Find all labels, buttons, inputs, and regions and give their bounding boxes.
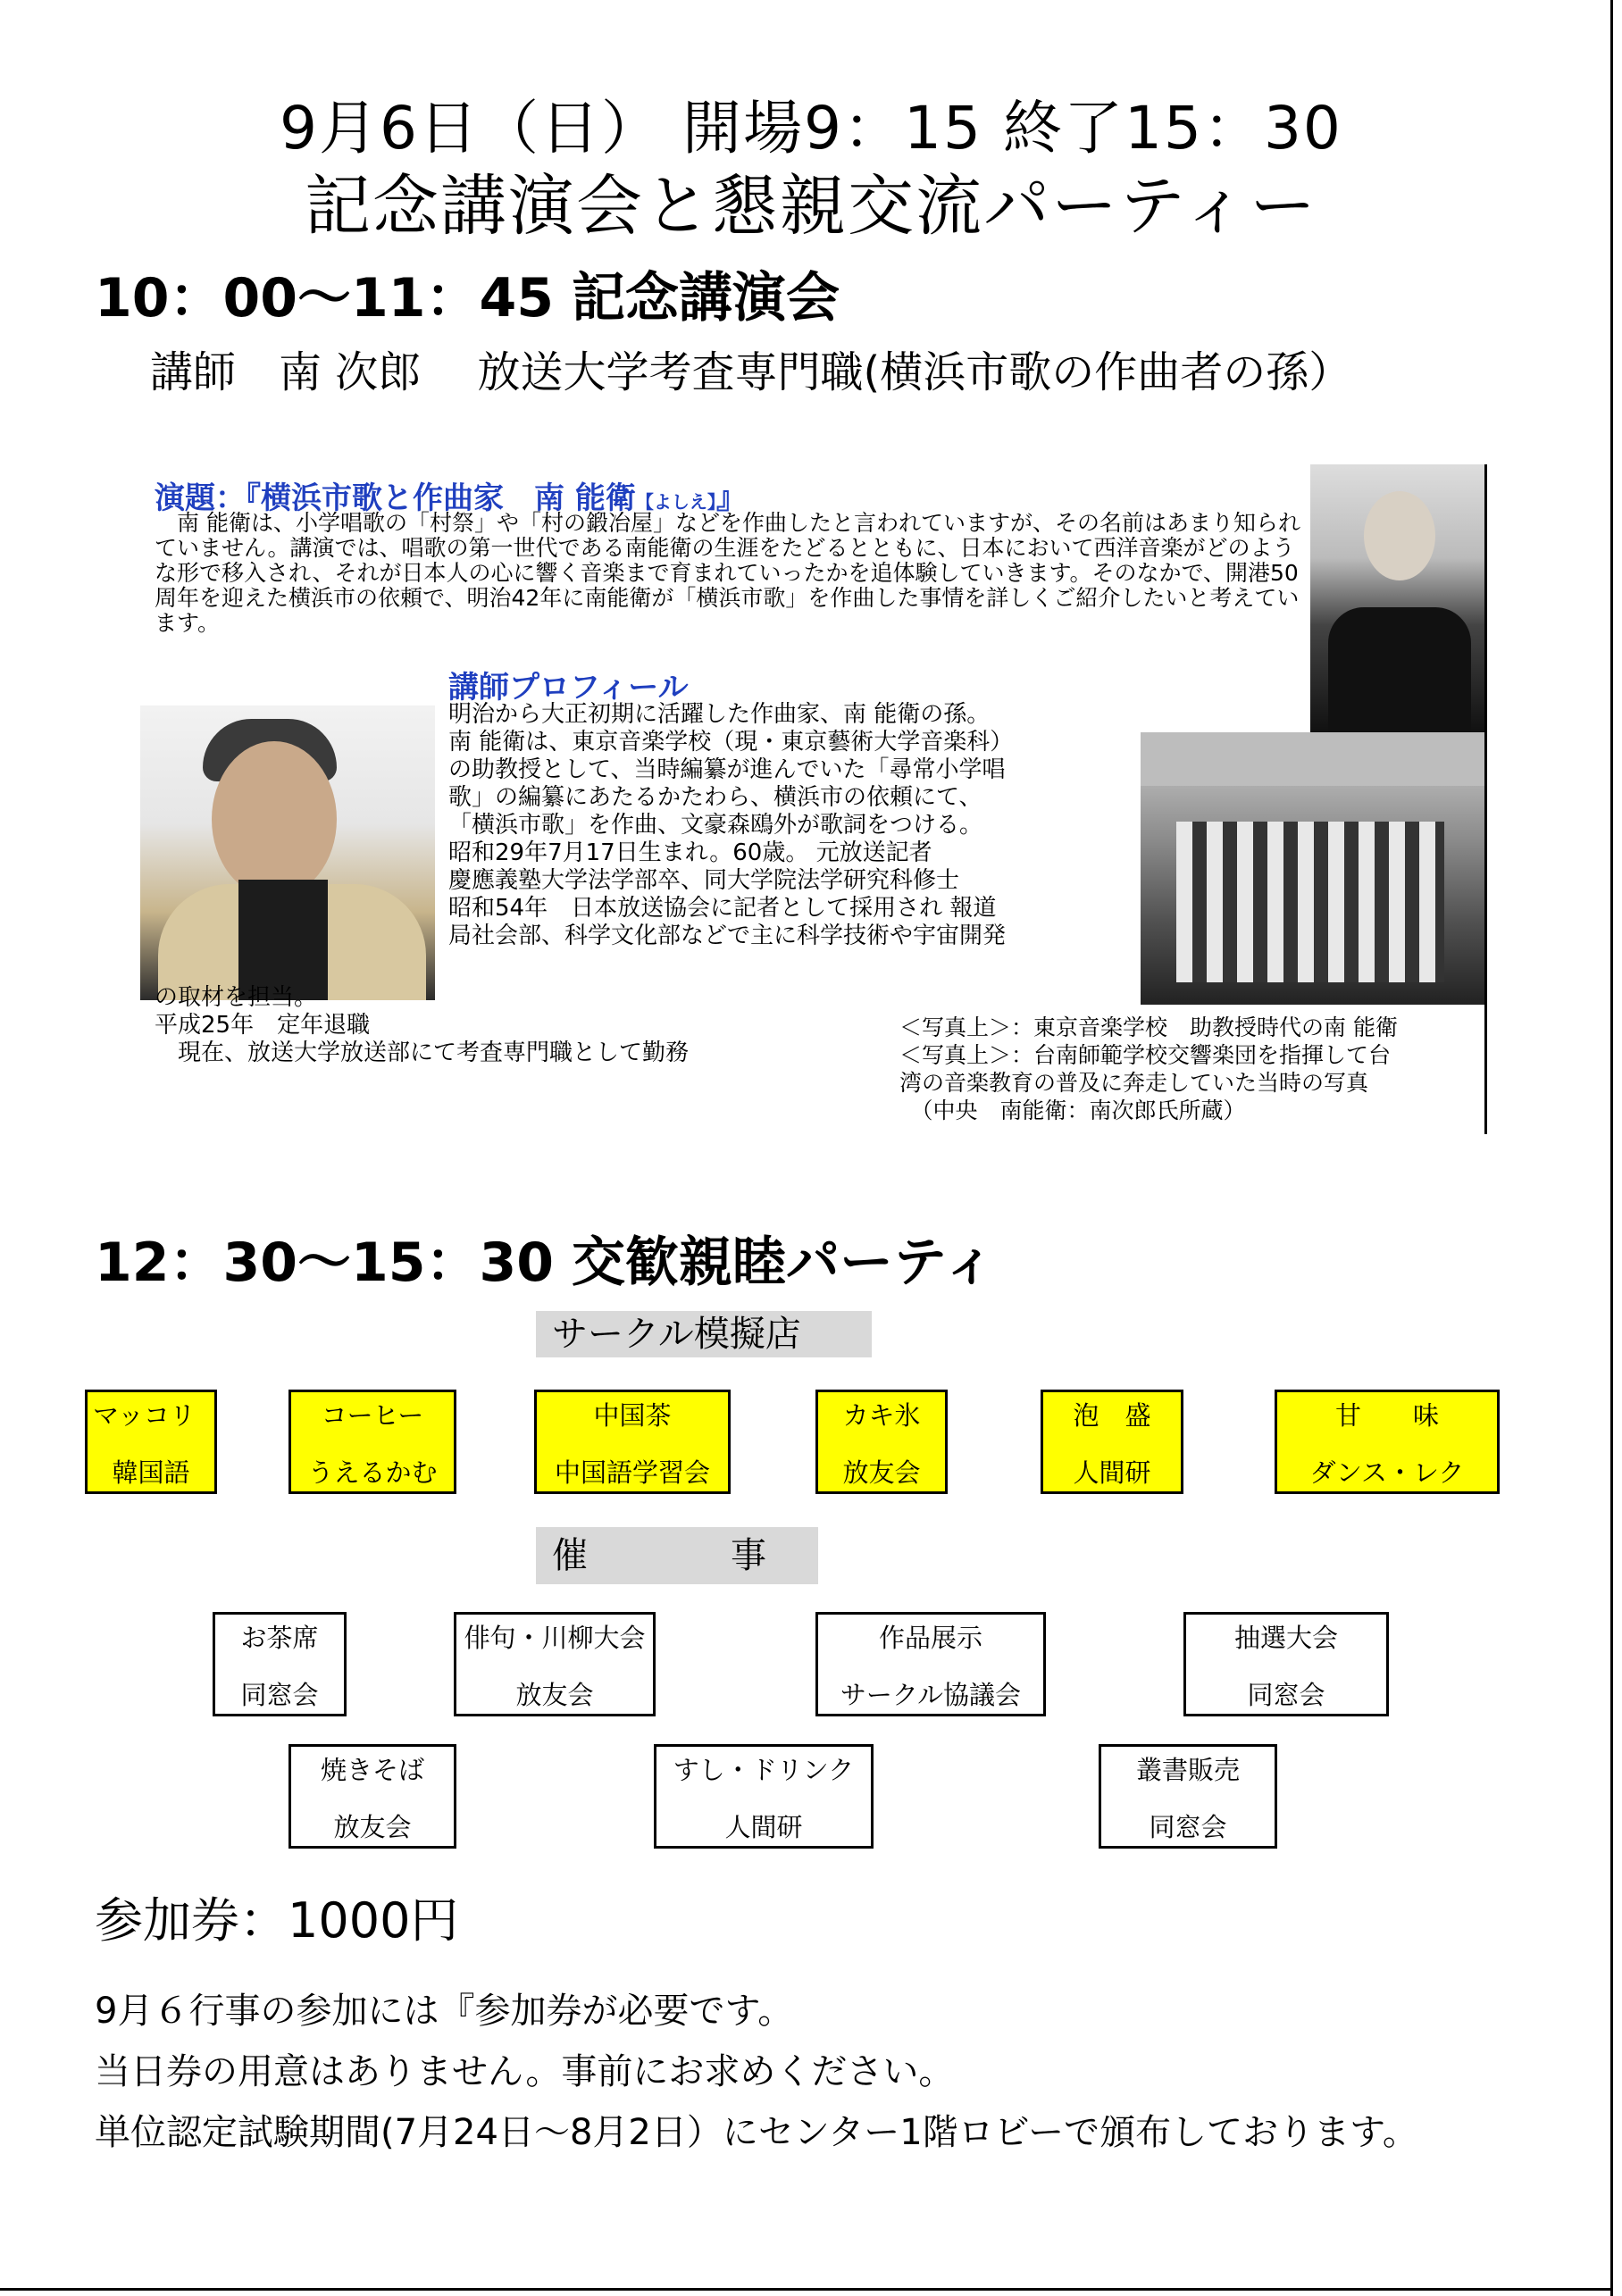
profile-line: 南 能衛は、東京音楽学校（現・東京藝術大学音楽科） bbox=[448, 729, 1014, 756]
shop-item: 甘 味 bbox=[1334, 1400, 1439, 1431]
events-label: 催 事 bbox=[536, 1527, 818, 1584]
portrait-photo-historic bbox=[1310, 464, 1484, 732]
lecture-time: 10：00〜11：45 bbox=[95, 267, 554, 330]
event-item: すし・ドリンク bbox=[673, 1755, 855, 1785]
event-host: 同窓会 bbox=[1149, 1812, 1227, 1842]
profile-tail-line: 平成25年 定年退職 bbox=[155, 1012, 371, 1039]
lecture-label: 記念講演会 bbox=[572, 267, 840, 330]
event-box-tea-ceremony bbox=[213, 1612, 347, 1716]
shop-host: 韓国語 bbox=[112, 1457, 190, 1488]
photo-caption: （中央 南能衛：南次郎氏所蔵） bbox=[899, 1098, 1246, 1123]
profile-line: 歌」の編纂にあたるかたわら、横浜市の依頼にて、 bbox=[448, 784, 982, 811]
flyer-right-rule bbox=[1484, 464, 1487, 1134]
shops-label: サークル模擬店 bbox=[536, 1311, 872, 1357]
photo-caption: ＜写真上＞：東京音楽学校 助教授時代の南 能衛 bbox=[899, 1014, 1398, 1040]
profile-heading: 講師プロフィール bbox=[448, 670, 689, 705]
event-item: 焼きそば bbox=[320, 1755, 424, 1785]
profile-line: 昭和29年7月17日生まれ。60歳。 元放送記者 bbox=[448, 839, 932, 866]
profile-line: 昭和54年 日本放送協会に記者として採用され 報道 bbox=[448, 895, 997, 922]
event-host: 同窓会 bbox=[1247, 1680, 1325, 1710]
shop-box-chinese-tea bbox=[534, 1390, 731, 1494]
flyer-title-main: 演題：『横浜市歌と作曲家 南 能衛 bbox=[155, 480, 636, 516]
page-border-right bbox=[1610, 0, 1613, 2296]
party-time: 12：30〜15：30 bbox=[95, 1231, 554, 1294]
lecture-flyer bbox=[140, 464, 1487, 1134]
event-host: サークル協議会 bbox=[840, 1680, 1022, 1710]
ticket-note: 単位認定試験期間(7月24日〜8月2日）にセンター1階ロビーで頒布しております。 bbox=[95, 2112, 1418, 2153]
shop-host: 人間研 bbox=[1073, 1457, 1151, 1488]
party-label: 交歓親睦パーティ bbox=[572, 1231, 997, 1294]
ticket-note: 当日券の用意はありません。事前にお求めください。 bbox=[95, 2051, 955, 2092]
page-border-bottom bbox=[0, 2288, 1613, 2291]
profile-tail-line: の取材を担当。 bbox=[155, 984, 318, 1011]
profile-line: 明治から大正初期に活躍した作曲家、南 能衛の孫。 bbox=[448, 701, 991, 728]
profile-text bbox=[448, 701, 1163, 950]
event-box-haiku bbox=[454, 1612, 656, 1716]
event-item: 俳句・川柳大会 bbox=[464, 1623, 646, 1653]
flyer-title-end: 』 bbox=[715, 480, 747, 516]
flyer-abstract: 南 能衛は、小学唱歌の「村祭」や「村の鍛冶屋」などを作曲したと言われていますが、その名前はあまり知られていません。講演では、唱歌の第一世代である南能衛の生涯をたどるとともに、日本において西洋音楽がどのような形で移入され、それが日本人の心に響く音楽まで育まれていったかを追体験していきます。そのなかで、開港50周年を迎えた横浜市の依頼で、明治42年に南能衛が「横浜市歌」を作曲した事情を詳しくご紹介したいと考えています。 bbox=[155, 510, 1300, 636]
event-host: 放友会 bbox=[515, 1680, 594, 1710]
shop-box-sweets bbox=[1275, 1390, 1500, 1494]
profile-tail-line: 現在、放送大学放送部にて考査専門職として勤務 bbox=[155, 1039, 690, 1066]
photo-captions bbox=[899, 1014, 1480, 1124]
shop-host: 中国語学習会 bbox=[554, 1457, 710, 1488]
shop-host: うえるかむ bbox=[307, 1457, 438, 1488]
shop-box-awamori bbox=[1041, 1390, 1183, 1494]
lecturer-line: 講師 南 次郎 放送大学考査専門職(横浜市歌の作曲者の孫） bbox=[150, 347, 1352, 397]
flyer-title-ruby: 【よしえ】 bbox=[635, 491, 716, 513]
event-item: お茶席 bbox=[240, 1623, 319, 1653]
band-photo bbox=[1141, 732, 1484, 1005]
profile-line: 「横浜市歌」を作曲、文豪森鴎外が歌詞をつける。 bbox=[448, 812, 983, 839]
ticket-fee: 参加券：1000円 bbox=[95, 1892, 459, 1949]
shop-item: カキ氷 bbox=[842, 1400, 921, 1431]
event-item: 作品展示 bbox=[878, 1623, 982, 1653]
event-item: 抽選大会 bbox=[1233, 1623, 1338, 1653]
event-host: 放友会 bbox=[333, 1812, 412, 1842]
photo-caption: ＜写真上＞：台南師範学校交響楽団を指揮して台 bbox=[899, 1042, 1392, 1068]
shop-item: マッコリ bbox=[93, 1400, 196, 1431]
event-box-exhibition bbox=[815, 1612, 1046, 1716]
shop-box-makgeolli bbox=[85, 1390, 217, 1494]
profile-tail bbox=[155, 984, 851, 1067]
shop-host: 放友会 bbox=[842, 1457, 921, 1488]
event-title: 記念講演会と懇親交流パーティー bbox=[304, 168, 1318, 245]
lecturer-photo bbox=[140, 705, 435, 1000]
shop-box-shaved-ice bbox=[815, 1390, 948, 1494]
shop-box-coffee bbox=[288, 1390, 456, 1494]
event-host: 同窓会 bbox=[240, 1680, 319, 1710]
shop-item: 中国茶 bbox=[593, 1400, 672, 1431]
profile-line: 局社会部、科学文化部などで主に科学技術や宇宙開発 bbox=[448, 923, 1007, 949]
ticket-note: 9月６行事の参加には『参加券が必要です。 bbox=[95, 1991, 794, 2032]
event-host: 人間研 bbox=[724, 1812, 803, 1842]
event-item: 叢書販売 bbox=[1135, 1755, 1240, 1785]
shop-item: 泡 盛 bbox=[1073, 1400, 1151, 1431]
photo-caption: 湾の音楽教育の普及に奔走していた当時の写真 bbox=[899, 1070, 1369, 1096]
event-box-book-sales bbox=[1099, 1744, 1277, 1849]
event-box-sushi-drink bbox=[654, 1744, 874, 1849]
event-box-lottery bbox=[1183, 1612, 1389, 1716]
profile-line: の助教授として、当時編纂が進んでいた「尋常小学唱 bbox=[448, 756, 1006, 783]
profile-line: 慶應義塾大学法学部卒、同大学院法学研究科修士 bbox=[448, 867, 960, 894]
event-date-line: 9月6日（日） 開場9：15 終了15：30 bbox=[280, 94, 1342, 163]
event-box-yakisoba bbox=[288, 1744, 456, 1849]
shop-host: ダンス・レク bbox=[1309, 1457, 1465, 1488]
shop-item: コーヒー bbox=[321, 1400, 424, 1431]
